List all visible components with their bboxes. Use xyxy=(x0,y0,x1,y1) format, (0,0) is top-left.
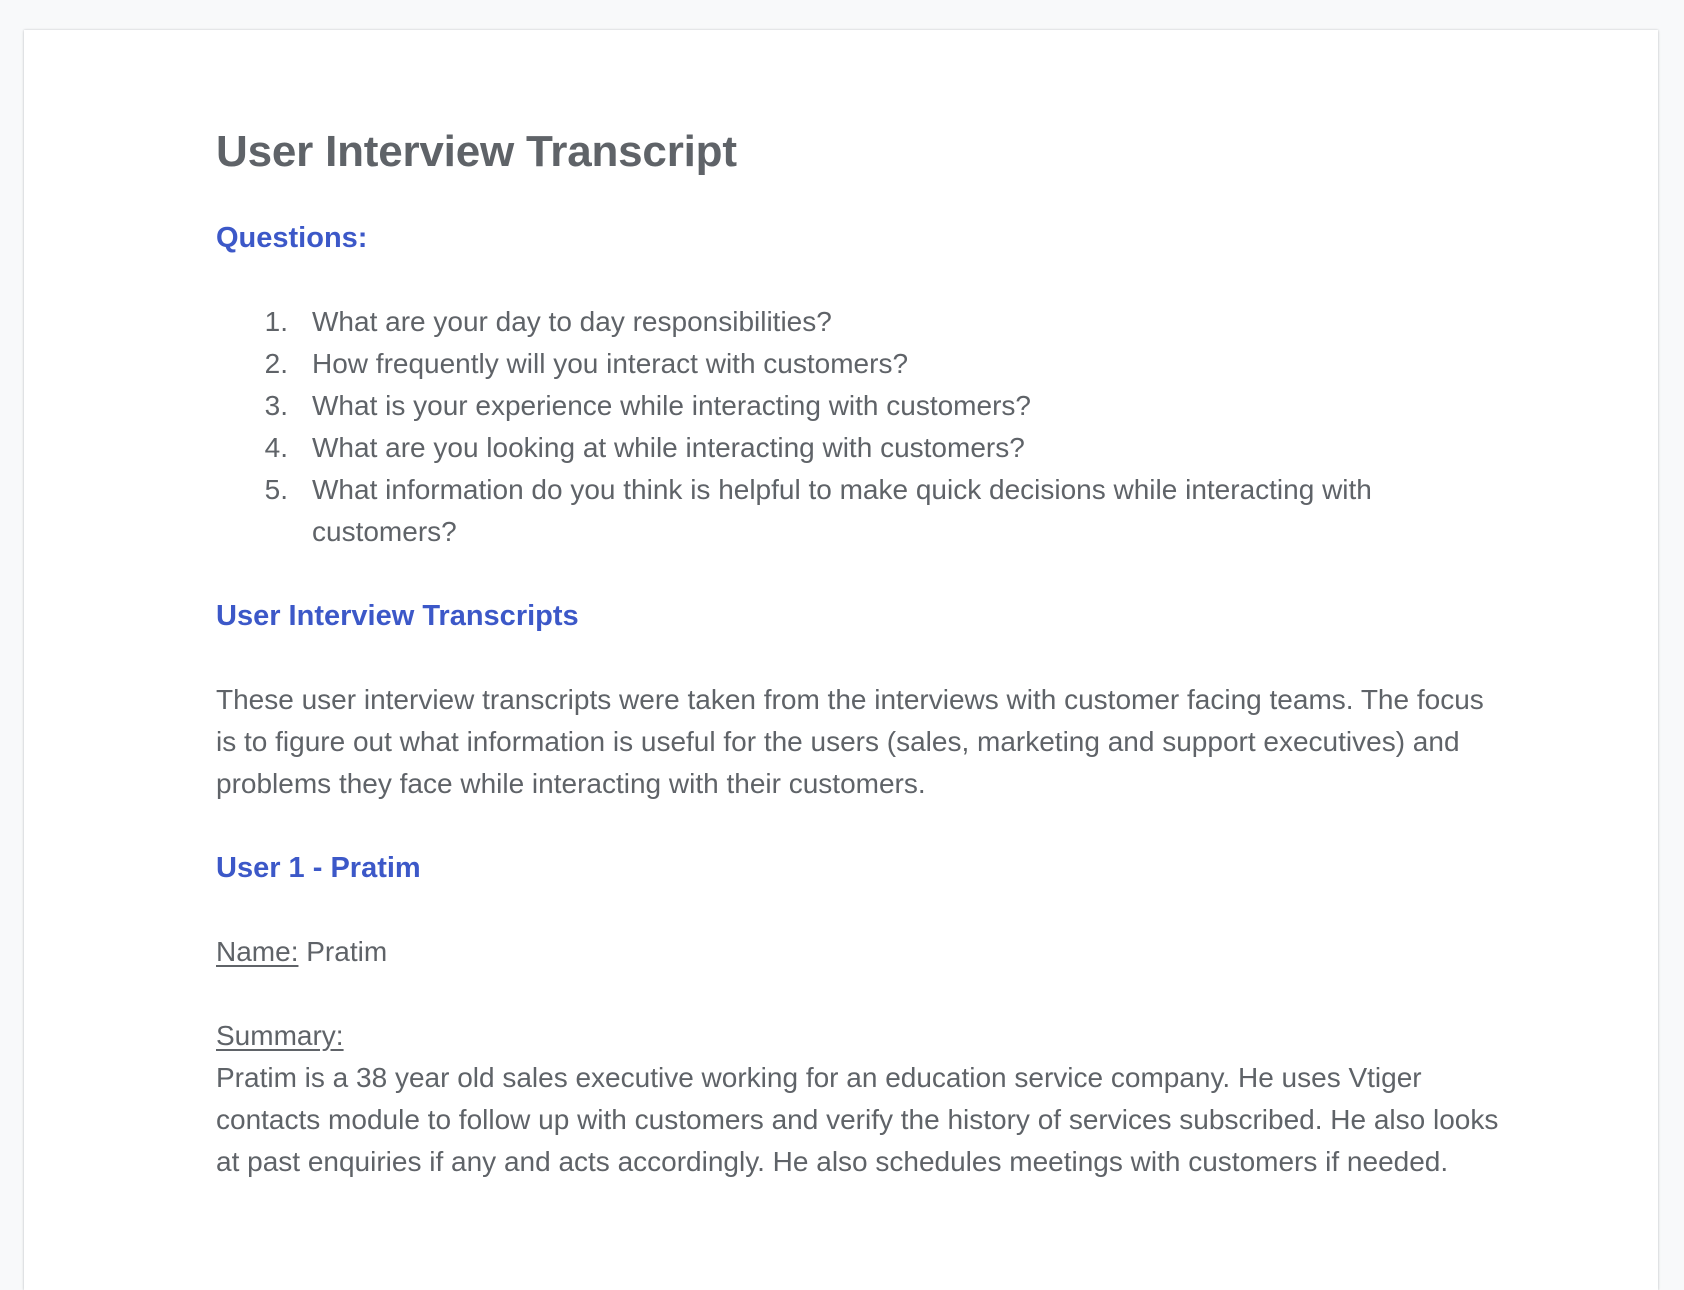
question-item xyxy=(216,469,1506,553)
user-1-summary-label-line xyxy=(216,1015,1506,1057)
document-body xyxy=(216,122,1506,1183)
question-text: What information do you think is helpful to make quick decisions while interacting with customers? xyxy=(312,474,1372,547)
questions-list xyxy=(216,301,1506,553)
question-item xyxy=(216,343,1506,385)
question-number: 1. xyxy=(264,306,288,337)
user-1-summary-text: Pratim is a 38 year old sales executive working for an education service company. He uses Vtiger contacts module to follow up with customers and verify the history of services subscribed. He also looks at past enquiries if any and acts accordingly. He also schedules meetings with customers if needed. xyxy=(216,1062,1499,1177)
question-item xyxy=(216,301,1506,343)
questions-heading: Questions: xyxy=(216,222,368,254)
question-number: 5. xyxy=(264,474,288,505)
question-item xyxy=(216,385,1506,427)
user-1-name-line xyxy=(216,931,1506,973)
document-page xyxy=(24,30,1658,1290)
question-number: 4. xyxy=(264,432,288,463)
name-label: Name: xyxy=(216,936,299,967)
question-text: What are you looking at while interacting with customers? xyxy=(312,432,1025,463)
question-text: How frequently will you interact with customers? xyxy=(312,348,909,379)
summary-label: Summary: xyxy=(216,1020,344,1051)
question-number: 3. xyxy=(264,390,288,421)
transcripts-heading: User Interview Transcripts xyxy=(216,600,579,632)
name-value: Pratim xyxy=(298,936,388,967)
document-title: User Interview Transcript xyxy=(216,127,737,176)
user-1-heading: User 1 - Pratim xyxy=(216,852,421,884)
question-number: 2. xyxy=(264,348,288,379)
question-text: What is your experience while interacting with customers? xyxy=(312,390,1031,421)
question-text: What are your day to day responsibilities? xyxy=(312,306,832,337)
question-item xyxy=(216,427,1506,469)
transcripts-intro-paragraph: These user interview transcripts were taken from the interviews with customer facing teams. The focus is to figure out what information is useful for the users (sales, marketing and support executives) and problems they face while interacting with their customers. xyxy=(216,684,1484,799)
